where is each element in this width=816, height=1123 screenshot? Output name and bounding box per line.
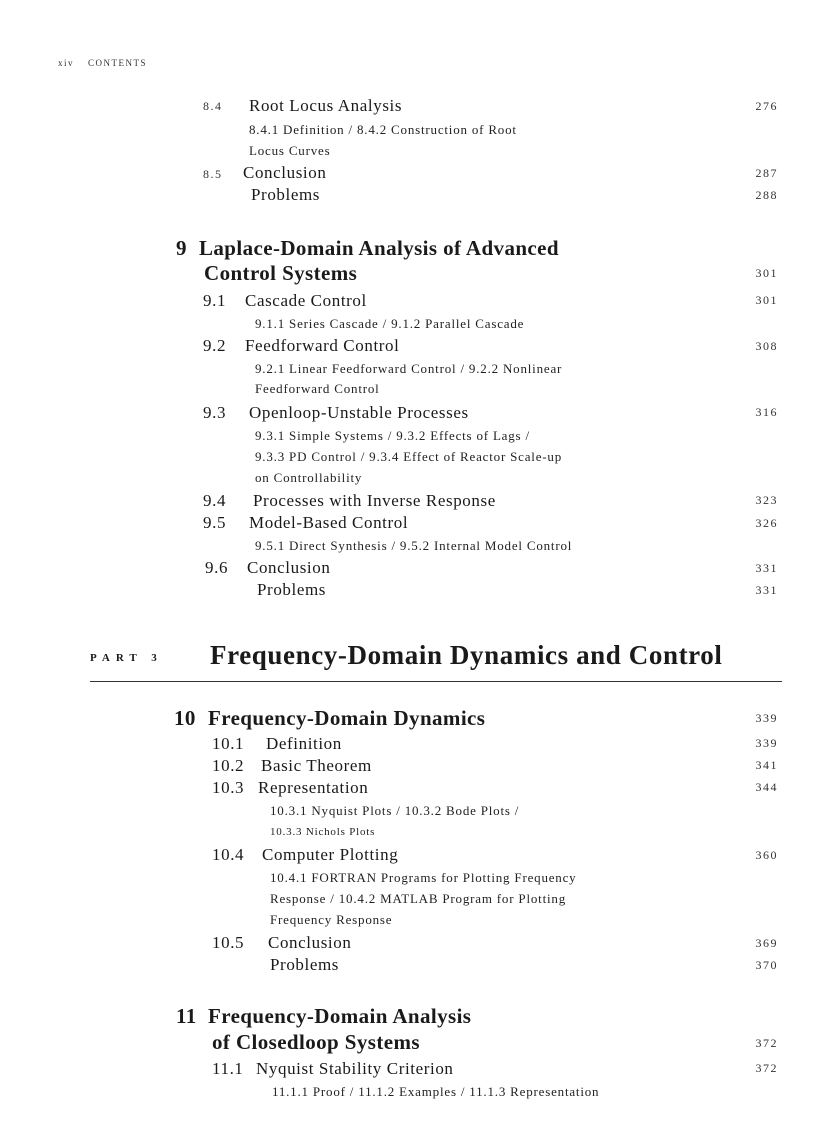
sec-title: Problems bbox=[270, 955, 340, 974]
sec-number: 9.5 bbox=[203, 513, 227, 532]
chapter-title: Laplace-Domain Analysis of Advanced bbox=[199, 236, 559, 260]
running-header bbox=[58, 58, 147, 68]
sec-title: Model-Based Control bbox=[249, 513, 409, 532]
subsection-line: 11.1.1 Proof / 11.1.2 Examples / 11.1.3 Representation bbox=[272, 1084, 600, 1099]
page-number: 372 bbox=[755, 1061, 778, 1075]
sec-title: Cascade Control bbox=[245, 291, 367, 310]
sec-title: Problems bbox=[251, 185, 321, 204]
chapter-number: 9 bbox=[176, 236, 187, 260]
sec-number: 10.4 bbox=[212, 845, 245, 864]
chapter-number: 11 bbox=[176, 1004, 197, 1028]
header-page-roman: xiv bbox=[58, 58, 75, 68]
sec-title: Nyquist Stability Criterion bbox=[256, 1059, 454, 1078]
subsection-line: on Controllability bbox=[255, 470, 363, 485]
sec-number: 9.2 bbox=[203, 336, 227, 355]
page-number: 331 bbox=[755, 561, 778, 575]
subsection-line: 9.1.1 Series Cascade / 9.1.2 Parallel Cascade bbox=[255, 316, 525, 331]
subsection-line: 10.3.1 Nyquist Plots / 10.3.2 Bode Plots / bbox=[270, 803, 520, 818]
page-number: 326 bbox=[755, 516, 778, 530]
subsection-line: Response / 10.4.2 MATLAB Program for Plotting bbox=[270, 891, 566, 906]
subsection-line: Feedforward Control bbox=[255, 381, 380, 396]
page-number: 370 bbox=[755, 958, 778, 972]
sec-title: Openloop-Unstable Processes bbox=[249, 403, 469, 422]
sec-title: Representation bbox=[258, 778, 369, 797]
page-number: 288 bbox=[755, 188, 778, 202]
page-number: 341 bbox=[755, 758, 778, 772]
sec-title: Conclusion bbox=[247, 558, 331, 577]
sec-title: Root Locus Analysis bbox=[249, 96, 403, 115]
subsection-line: 9.3.1 Simple Systems / 9.3.2 Effects of Lags / bbox=[255, 428, 530, 443]
sec-number: 9.1 bbox=[203, 291, 227, 310]
page-number: 276 bbox=[755, 99, 778, 113]
sec-title: Basic Theorem bbox=[261, 756, 372, 775]
subsection-line: 9.5.1 Direct Synthesis / 9.5.2 Internal Model Control bbox=[255, 538, 573, 553]
page-number: 316 bbox=[755, 405, 778, 419]
page-number: 287 bbox=[755, 166, 778, 180]
chapter-number: 10 bbox=[174, 706, 196, 730]
sec-number: 9.3 bbox=[203, 403, 227, 422]
page-number: 339 bbox=[755, 736, 778, 750]
part-divider-rule bbox=[90, 681, 782, 682]
sec-number: 9.4 bbox=[203, 491, 227, 510]
sec-title: Definition bbox=[266, 734, 342, 753]
subsection-line: Frequency Response bbox=[270, 912, 393, 927]
subsection-line: 10.3.3 Nichols Plots bbox=[270, 826, 376, 838]
part-title: Frequency-Domain Dynamics and Control bbox=[210, 640, 723, 670]
part-label: PART 3 bbox=[90, 652, 163, 664]
sec-title: Feedforward Control bbox=[245, 336, 400, 355]
sec-number: 10.5 bbox=[212, 933, 245, 952]
subsection-line: 9.3.3 PD Control / 9.3.4 Effect of Reactor Scale-up bbox=[255, 449, 563, 464]
page-number: 369 bbox=[755, 936, 778, 950]
sec-number: 11.1 bbox=[212, 1059, 244, 1078]
chapter-title: Frequency-Domain Dynamics bbox=[208, 706, 486, 730]
chapter-title: Frequency-Domain Analysis bbox=[208, 1004, 472, 1028]
chapter-title: of Closedloop Systems bbox=[212, 1030, 420, 1054]
subsection-line: 10.4.1 FORTRAN Programs for Plotting Frequency bbox=[270, 870, 577, 885]
sec-number: 10.3 bbox=[212, 778, 245, 797]
page-number: 331 bbox=[755, 583, 778, 597]
header-title: CONTENTS bbox=[88, 58, 148, 68]
sec-title: Problems bbox=[257, 580, 327, 599]
page-number: 344 bbox=[755, 780, 778, 794]
page-number: 308 bbox=[755, 339, 778, 353]
sec-title: Computer Plotting bbox=[262, 845, 399, 864]
page-number: 301 bbox=[755, 266, 778, 280]
page-number: 372 bbox=[755, 1036, 778, 1050]
sec-number: 10.1 bbox=[212, 734, 245, 753]
chapter-title: Control Systems bbox=[204, 261, 358, 285]
subsection-line: 8.4.1 Definition / 8.4.2 Construction of Root bbox=[249, 122, 517, 137]
sec-number: 9.6 bbox=[205, 558, 229, 577]
page-number: 339 bbox=[755, 711, 778, 725]
sec-number: 10.2 bbox=[212, 756, 245, 775]
sec-title: Processes with Inverse Response bbox=[253, 491, 496, 510]
sec-title: Conclusion bbox=[268, 933, 352, 952]
subsection-line: Locus Curves bbox=[249, 143, 331, 158]
sec-title: Conclusion bbox=[243, 163, 327, 182]
page-number: 360 bbox=[755, 848, 778, 862]
sec-number: 8.5 bbox=[203, 167, 223, 181]
subsection-line: 9.2.1 Linear Feedforward Control / 9.2.2 Nonlinear bbox=[255, 361, 563, 376]
page-number: 301 bbox=[755, 293, 778, 307]
page-number: 323 bbox=[755, 493, 778, 507]
sec-number: 8.4 bbox=[203, 99, 223, 113]
